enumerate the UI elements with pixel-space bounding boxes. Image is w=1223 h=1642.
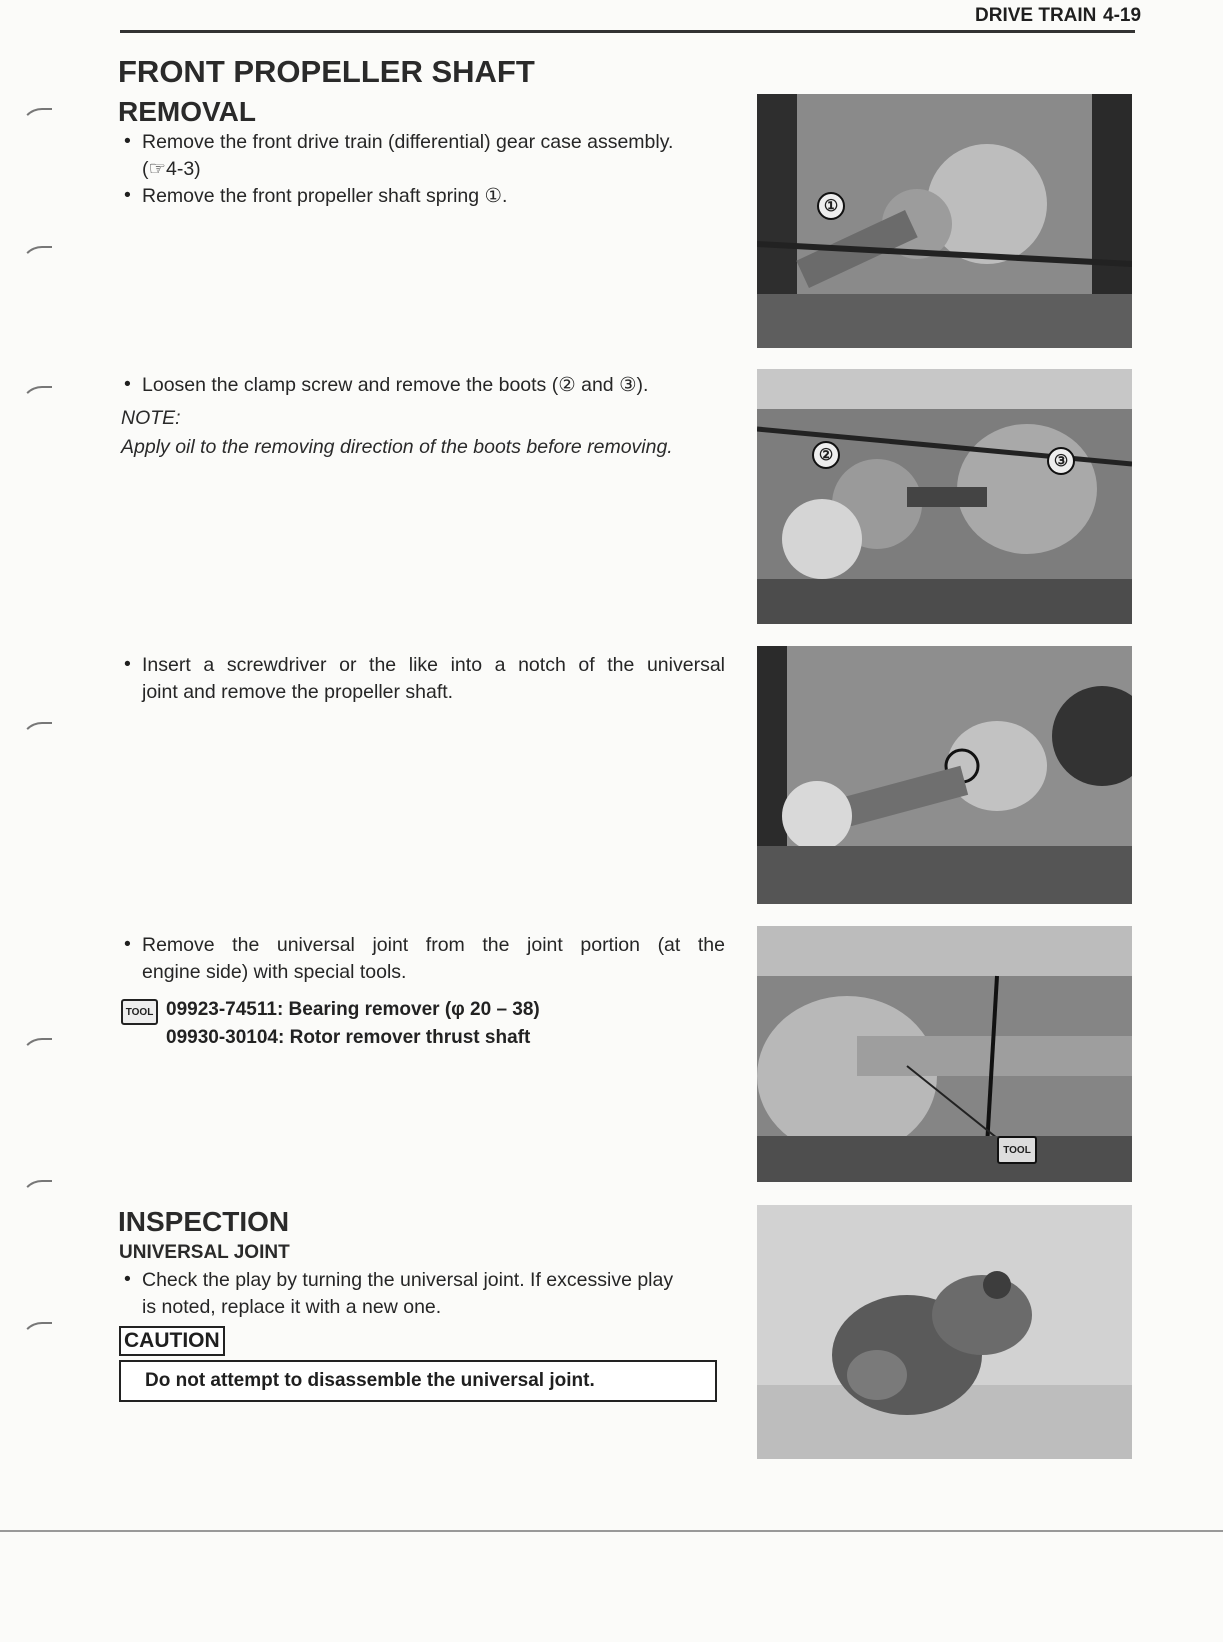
photo-boots — [757, 369, 1132, 624]
margin-mark — [20, 246, 52, 268]
special-tool-1: 09923-74511: Bearing remover (φ 20 – 38) — [166, 999, 540, 1020]
photo-propeller-spring — [757, 94, 1132, 348]
bullet: • — [124, 933, 131, 955]
margin-mark — [20, 1180, 52, 1202]
header-section: DRIVE TRAIN — [975, 5, 1097, 26]
universal-joint-subheading: UNIVERSAL JOINT — [119, 1242, 290, 1263]
photo-universal-joint — [757, 1205, 1132, 1459]
photo-special-tools — [757, 926, 1132, 1182]
removal-step-5-line-1: Remove the universal joint from the joint portion (at the — [142, 934, 725, 956]
removal-heading: REMOVAL — [118, 96, 256, 127]
photo-screwdriver-notch — [757, 646, 1132, 904]
removal-step-1-line-1: Remove the front drive train (differential) gear case assembly. — [142, 131, 674, 153]
header-rule — [120, 30, 1135, 33]
margin-mark — [20, 722, 52, 744]
margin-mark — [20, 108, 52, 130]
removal-step-5-line-2: engine side) with special tools. — [142, 961, 407, 983]
margin-mark — [20, 386, 52, 408]
removal-step-1-line-2: (☞4-3) — [142, 158, 201, 180]
bottom-rule — [0, 1530, 1223, 1532]
caution-label: CAUTION — [119, 1326, 225, 1356]
page-title: FRONT PROPELLER SHAFT — [118, 54, 535, 89]
inspection-step-1-line-2: is noted, replace it with a new one. — [142, 1296, 442, 1318]
bullet: • — [124, 130, 131, 152]
callout-1: ① — [817, 192, 845, 220]
caution-box — [119, 1360, 717, 1402]
tool-icon: TOOL — [121, 999, 158, 1025]
bullet: • — [124, 1268, 131, 1290]
special-tool-2: 09930-30104: Rotor remover thrust shaft — [166, 1027, 531, 1048]
removal-step-4-line-2: joint and remove the propeller shaft. — [142, 681, 454, 703]
callout-2: ② — [812, 441, 840, 469]
photo-tool-icon: TOOL — [997, 1136, 1037, 1164]
removal-step-3: Loosen the clamp screw and remove the boots (② and ③). — [142, 374, 649, 396]
margin-mark — [20, 1038, 52, 1060]
caution-text: Do not attempt to disassemble the universal joint. — [145, 1370, 595, 1391]
callout-3: ③ — [1047, 447, 1075, 475]
header-page-number: 4-19 — [1103, 5, 1142, 26]
removal-step-2: Remove the front propeller shaft spring ①. — [142, 185, 508, 207]
removal-step-4-line-1: Insert a screwdriver or the like into a notch of the universal — [142, 654, 725, 676]
note-text: Apply oil to the removing direction of the boots before removing. — [121, 436, 673, 458]
note-label: NOTE: — [121, 407, 181, 429]
inspection-step-1-line-1: Check the play by turning the universal joint. If excessive play — [142, 1269, 674, 1291]
bullet: • — [124, 653, 131, 675]
bullet: • — [124, 373, 131, 395]
bullet: • — [124, 184, 131, 206]
inspection-heading: INSPECTION — [118, 1206, 290, 1237]
margin-mark — [20, 1322, 52, 1344]
